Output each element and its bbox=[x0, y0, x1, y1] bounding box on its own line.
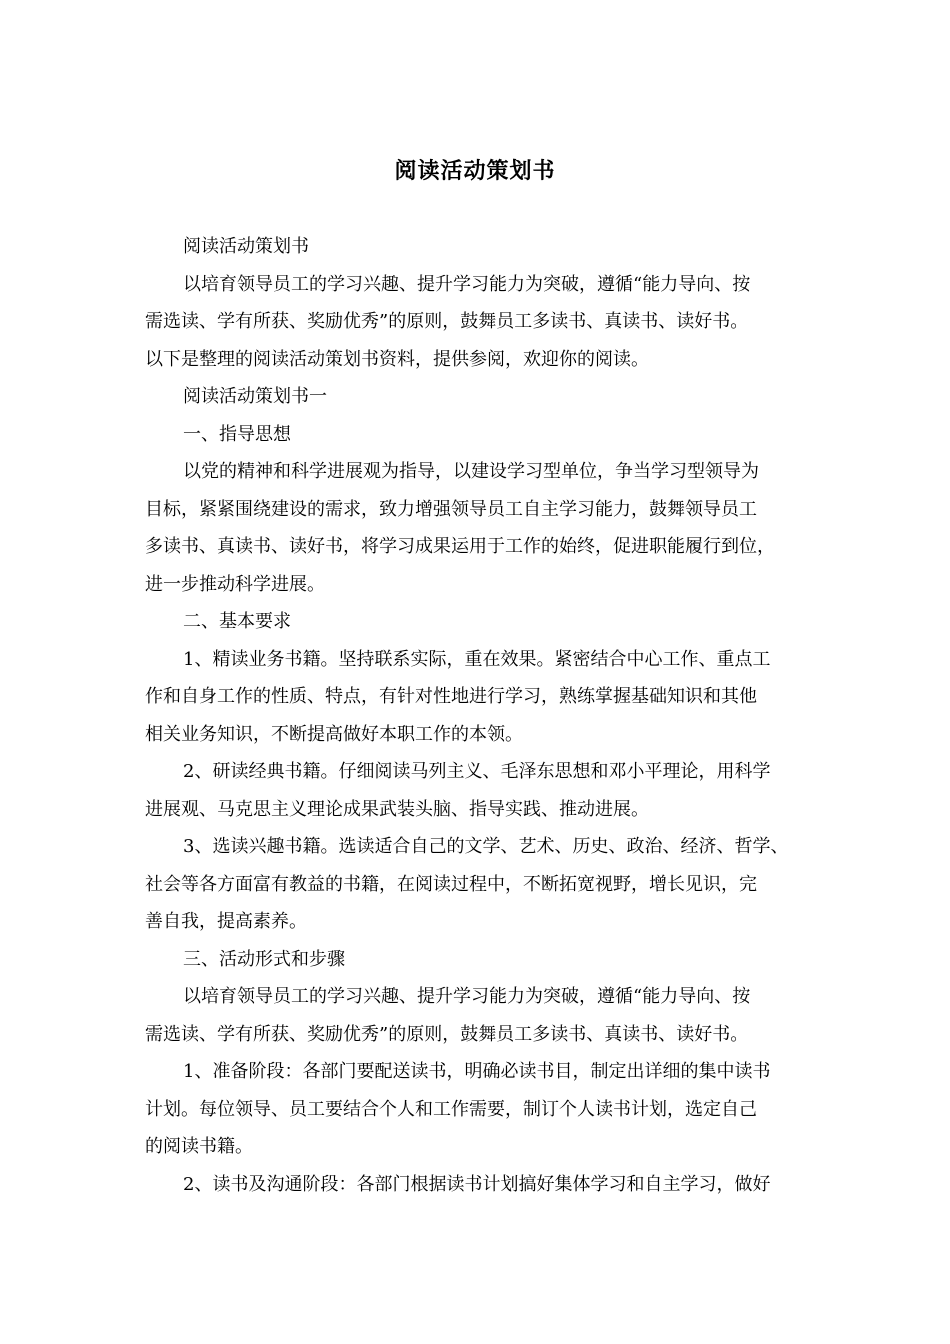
paragraph-p9 bbox=[145, 828, 825, 941]
paragraph-p4 bbox=[145, 416, 825, 454]
text-line: 阅读活动策划书一 bbox=[183, 386, 327, 407]
text-line: 1、准备阶段：各部门要配送读书，明确必读书目，制定出详细的集中读书 bbox=[183, 1061, 771, 1082]
paragraph-p2 bbox=[145, 266, 825, 379]
text-line: 善自我，提高素养。 bbox=[145, 911, 307, 932]
document-body bbox=[145, 228, 825, 1203]
paragraph-p10 bbox=[145, 941, 825, 979]
text-line: 目标，紧紧围绕建设的需求，致力增强领导员工自主学习能力，鼓舞领导员工 bbox=[145, 498, 757, 520]
document-title: 阅读活动策划书 bbox=[394, 158, 556, 184]
text-line: 以党的精神和科学进展观为指导，以建设学习型单位，争当学习型领导为 bbox=[183, 461, 759, 482]
paragraph-p7 bbox=[145, 641, 825, 754]
text-line: 进展观、马克思主义理论成果武装头脑、指导实践、推动进展。 bbox=[145, 798, 649, 820]
text-line: 1、精读业务书籍。坚持联系实际，重在效果。紧密结合中心工作、重点工 bbox=[183, 648, 771, 670]
text-line: 社会等各方面富有教益的书籍，在阅读过程中，不断拓宽视野，增长见识，完 bbox=[145, 873, 757, 895]
paragraph-p11 bbox=[145, 978, 825, 1053]
text-line: 作和自身工作的性质、特点，有针对性地进行学习，熟练掌握基础知识和其他 bbox=[145, 686, 757, 707]
text-line: 以培育领导员工的学习兴趣、提升学习能力为突破，遵循“能力导向、按 bbox=[183, 273, 751, 295]
text-line: 相关业务知识，不断提高做好本职工作的本领。 bbox=[145, 723, 523, 745]
paragraph-p13 bbox=[145, 1166, 825, 1204]
text-line: 需选读、学有所获、奖励优秀”的原则，鼓舞员工多读书、真读书、读好书。 bbox=[145, 311, 749, 332]
text-line: 阅读活动策划书 bbox=[183, 236, 309, 257]
paragraph-p5 bbox=[145, 453, 825, 603]
text-line: 2、读书及沟通阶段：各部门根据读书计划搞好集体学习和自主学习，做好 bbox=[183, 1173, 771, 1195]
text-line: 需选读、学有所获、奖励优秀”的原则，鼓舞员工多读书、真读书、读好书。 bbox=[145, 1023, 749, 1045]
text-line: 以下是整理的阅读活动策划书资料，提供参阅，欢迎你的阅读。 bbox=[145, 348, 649, 370]
text-line: 进一步推动科学进展。 bbox=[145, 573, 325, 595]
text-line: 3、选读兴趣书籍。选读适合自己的文学、艺术、历史、政治、经济、哲学、 bbox=[183, 836, 789, 857]
paragraph-p3 bbox=[145, 378, 825, 416]
text-line: 三、活动形式和步骤 bbox=[183, 948, 345, 970]
text-line: 计划。每位领导、员工要结合个人和工作需要，制订个人读书计划，选定自己 bbox=[145, 1098, 757, 1120]
text-line: 2、研读经典书籍。仔细阅读马列主义、毛泽东思想和邓小平理论，用科学 bbox=[183, 761, 771, 782]
paragraph-p1 bbox=[145, 228, 825, 266]
paragraph-p12 bbox=[145, 1053, 825, 1166]
text-line: 二、基本要求 bbox=[183, 611, 291, 632]
text-line: 多读书、真读书、读好书，将学习成果运用于工作的始终，促进职能履行到位， bbox=[145, 536, 775, 557]
text-line: 的阅读书籍。 bbox=[145, 1136, 253, 1157]
paragraph-p8 bbox=[145, 753, 825, 828]
paragraph-p6 bbox=[145, 603, 825, 641]
text-line: 一、指导思想 bbox=[183, 423, 291, 445]
text-line: 以培育领导员工的学习兴趣、提升学习能力为突破，遵循“能力导向、按 bbox=[183, 986, 751, 1007]
